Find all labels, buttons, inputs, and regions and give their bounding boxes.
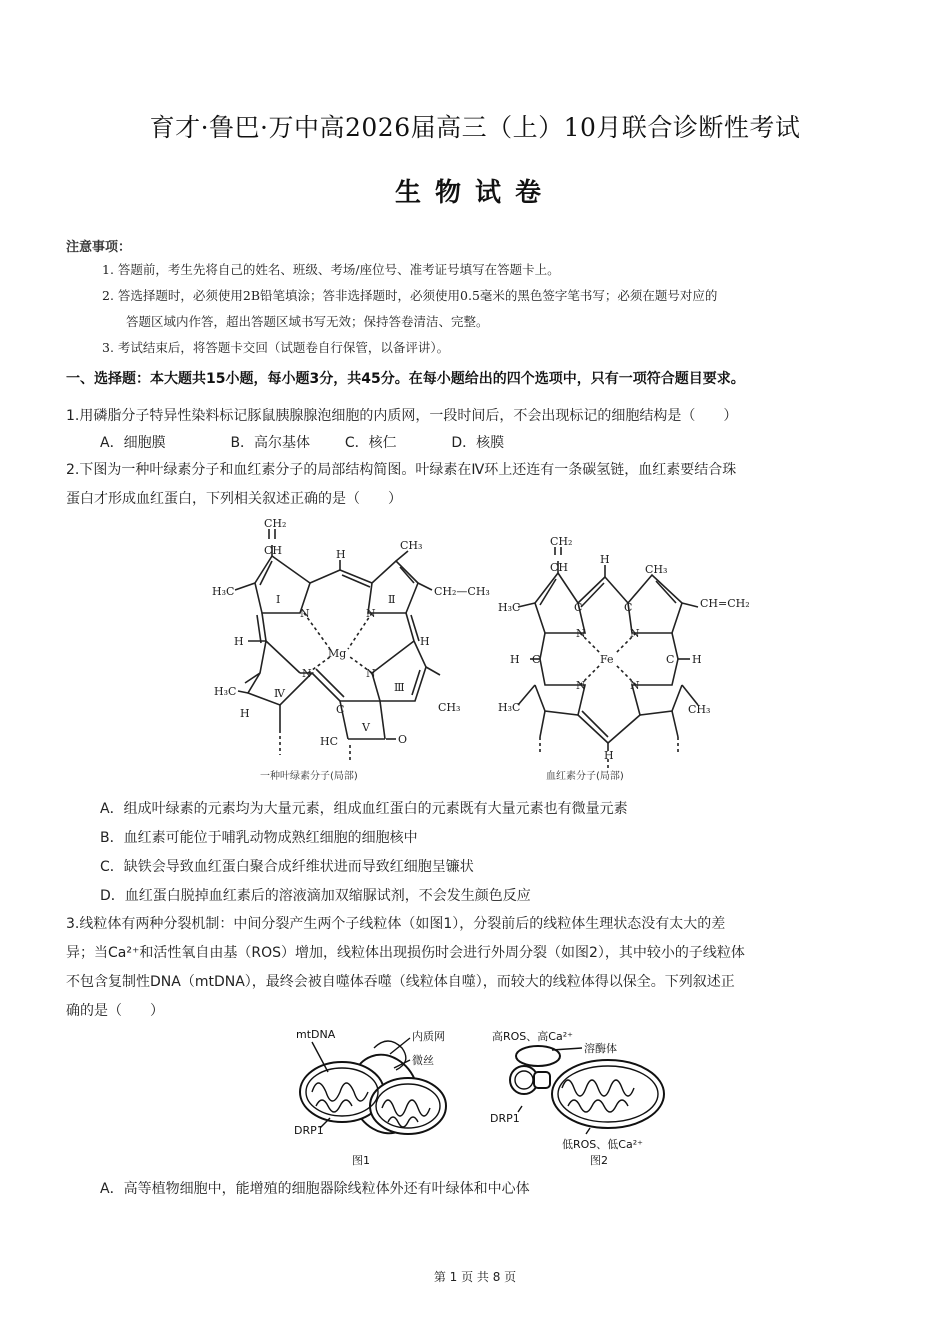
label-h3c-1: H₃C: [212, 585, 235, 598]
option-a: A．细胞膜: [100, 435, 166, 451]
heme-label-c-3: C: [532, 653, 541, 666]
fig1-label-drp1: DRP1: [294, 1124, 324, 1137]
label-ch: CH: [264, 544, 283, 557]
heme-label-h-right: H: [692, 653, 702, 666]
notice-item-1: 1. 答题前，考生先将自己的姓名、班级、考场/座位号、准考证号填写在答题卡上。: [102, 262, 560, 277]
page-number: 第 1 页 共 8 页: [433, 1270, 517, 1284]
fig2-caption: 图2: [590, 1154, 608, 1167]
notice-item-2: 2. 答选择题时，必须使用2B铅笔填涂；答非选择题时，必须使用0.5毫米的黑色签字笔书写；必须在题号对应的: [102, 288, 718, 303]
label-h-4: H: [240, 707, 250, 720]
label-mg: Mg: [328, 647, 347, 660]
notice-title: 注意事项：: [66, 240, 132, 255]
question-2-option-a: A．组成叶绿素的元素均为大量元素，组成血红蛋白的元素既有大量元素也有微量元素: [100, 801, 628, 817]
label-ring-5: Ⅴ: [362, 721, 370, 734]
label-o: O: [398, 733, 408, 746]
question-3-stem-line2: 异；当Ca²⁺和活性氧自由基（ROS）增加，线粒体出现损伤时会进行外周分裂（如图2），其中较小的子线粒体: [66, 945, 745, 961]
heme-label-ch3-top: CH₃: [645, 563, 668, 576]
label-h-1: H: [336, 548, 346, 561]
mitochondria-figure: [290, 1022, 690, 1172]
heme-label-c-2: C: [624, 601, 633, 614]
option-c: C．核仁: [344, 435, 397, 451]
label-n-3: N: [366, 667, 376, 680]
heme-label-h-top: H: [600, 553, 610, 566]
subject-title: 生物试卷: [394, 178, 555, 208]
fig2-label-high: 高ROS、高Ca²⁺: [492, 1030, 573, 1043]
heme-label-ch3-bottom: CH₃: [688, 703, 711, 716]
label-n-1: N: [300, 607, 310, 620]
heme-label-n-3: N: [576, 679, 586, 692]
heme-label-n-2: N: [630, 627, 640, 640]
label-ch3-1: CH₃: [400, 539, 423, 552]
question-2-option-d: D．血红蛋白脱掉血红素后的溶液滴加双缩脲试剂，不会发生颜色反应: [100, 888, 531, 904]
label-c: C: [336, 703, 345, 716]
question-2-option-b: B．血红素可能位于哺乳动物成熟红细胞的细胞核中: [100, 830, 418, 846]
question-1-options: [100, 432, 504, 452]
question-2-option-c: C．缺铁会导致血红蛋白聚合成纤维状进而导致红细胞呈镰状: [100, 859, 474, 875]
notice-item-2-cont: 答题区域内作答，超出答题区域书写无效；保持答卷清洁、完整。: [126, 314, 489, 329]
question-3-stem-line3: 不包含复制性DNA（mtDNA），最终会被自噬体吞噬（线粒体自噬），而较大的线粒体得以保全。下列叙述正: [66, 974, 735, 990]
question-3-stem-line4: 确的是（ ）: [66, 1003, 164, 1019]
label-n-2: N: [366, 607, 376, 620]
fig2-label-drp1: DRP1: [490, 1112, 520, 1125]
heme-caption: 血红素分子(局部): [546, 771, 624, 782]
heme-label-n-4: N: [630, 679, 640, 692]
label-ethyl: CH₂—CH₃: [434, 585, 490, 598]
exam-title: 育才·鲁巴·万中高2026届高三（上）10月联合诊断性考试: [149, 113, 801, 142]
label-hc: HC: [320, 735, 339, 748]
heme-label-h-left: H: [510, 653, 520, 666]
notice-item-3: 3. 考试结束后，将答题卡交回（试题卷自行保管，以备评讲）。: [102, 340, 450, 355]
heme-label-h3c-1: H₃C: [498, 601, 521, 614]
question-3-option-a: A．高等植物细胞中，能增殖的细胞器除线粒体外还有叶绿体和中心体: [100, 1181, 530, 1197]
question-2-stem-line1: 2.下图为一种叶绿素分子和血红素分子的局部结构简图。叶绿素在Ⅳ环上还连有一条碳氢链，血红素要结合珠: [66, 462, 737, 478]
label-ring-3: Ⅲ: [394, 681, 405, 694]
label-h-2: H: [234, 635, 244, 648]
label-n-4: N: [302, 667, 312, 680]
molecule-figure: [200, 515, 760, 790]
label-ch2: CH₂: [264, 517, 287, 530]
heme-label-c-4: C: [666, 653, 675, 666]
heme-label-h3c-2: H₃C: [498, 701, 521, 714]
fig1-label-mtdna: mtDNA: [296, 1028, 336, 1041]
heme-label-vinyl: CH=CH₂: [700, 597, 750, 610]
heme-label-ch: CH: [550, 561, 569, 574]
option-d: D．核膜: [451, 435, 505, 451]
chlorophyll-caption: 一种叶绿素分子(局部): [260, 771, 358, 782]
question-1-stem: 1.用磷脂分子特异性染料标记豚鼠胰腺腺泡细胞的内质网，一段时间后，不会出现标记的细胞结构是（ ）: [66, 408, 738, 424]
label-h3c-2: H₃C: [214, 685, 237, 698]
option-b: B．高尔基体: [230, 435, 311, 451]
label-ring-2: Ⅱ: [388, 593, 396, 606]
fig2-label-low: 低ROS、低Ca²⁺: [562, 1138, 643, 1151]
label-ch3-2: CH₃: [438, 701, 461, 714]
heme-label-n-1: N: [576, 627, 586, 640]
fig1-label-er: 内质网: [412, 1030, 445, 1043]
heme-label-h-bottom: H: [604, 749, 614, 762]
fig1-label-microfilament: 微丝: [412, 1054, 434, 1067]
fig2-label-lysosome: 溶酶体: [584, 1042, 617, 1055]
question-2-stem-line2: 蛋白才形成血红蛋白，下列相关叙述正确的是（ ）: [66, 491, 402, 507]
heme-label-fe: Fe: [600, 653, 614, 666]
heme-label-ch2: CH₂: [550, 535, 573, 548]
label-ring-4: Ⅳ: [274, 687, 285, 700]
section-heading: 一、选择题：本大题共15小题，每小题3分，共45分。在每小题给出的四个选项中，只有一项符合题目要求。: [66, 371, 745, 387]
fig1-caption: 图1: [352, 1154, 370, 1167]
heme-label-c-1: C: [574, 601, 583, 614]
label-h-3: H: [420, 635, 430, 648]
question-3-stem-line1: 3.线粒体有两种分裂机制：中间分裂产生两个子线粒体（如图1），分裂前后的线粒体生理状态没有太大的差: [66, 916, 726, 932]
label-ring-1: Ⅰ: [276, 593, 281, 606]
